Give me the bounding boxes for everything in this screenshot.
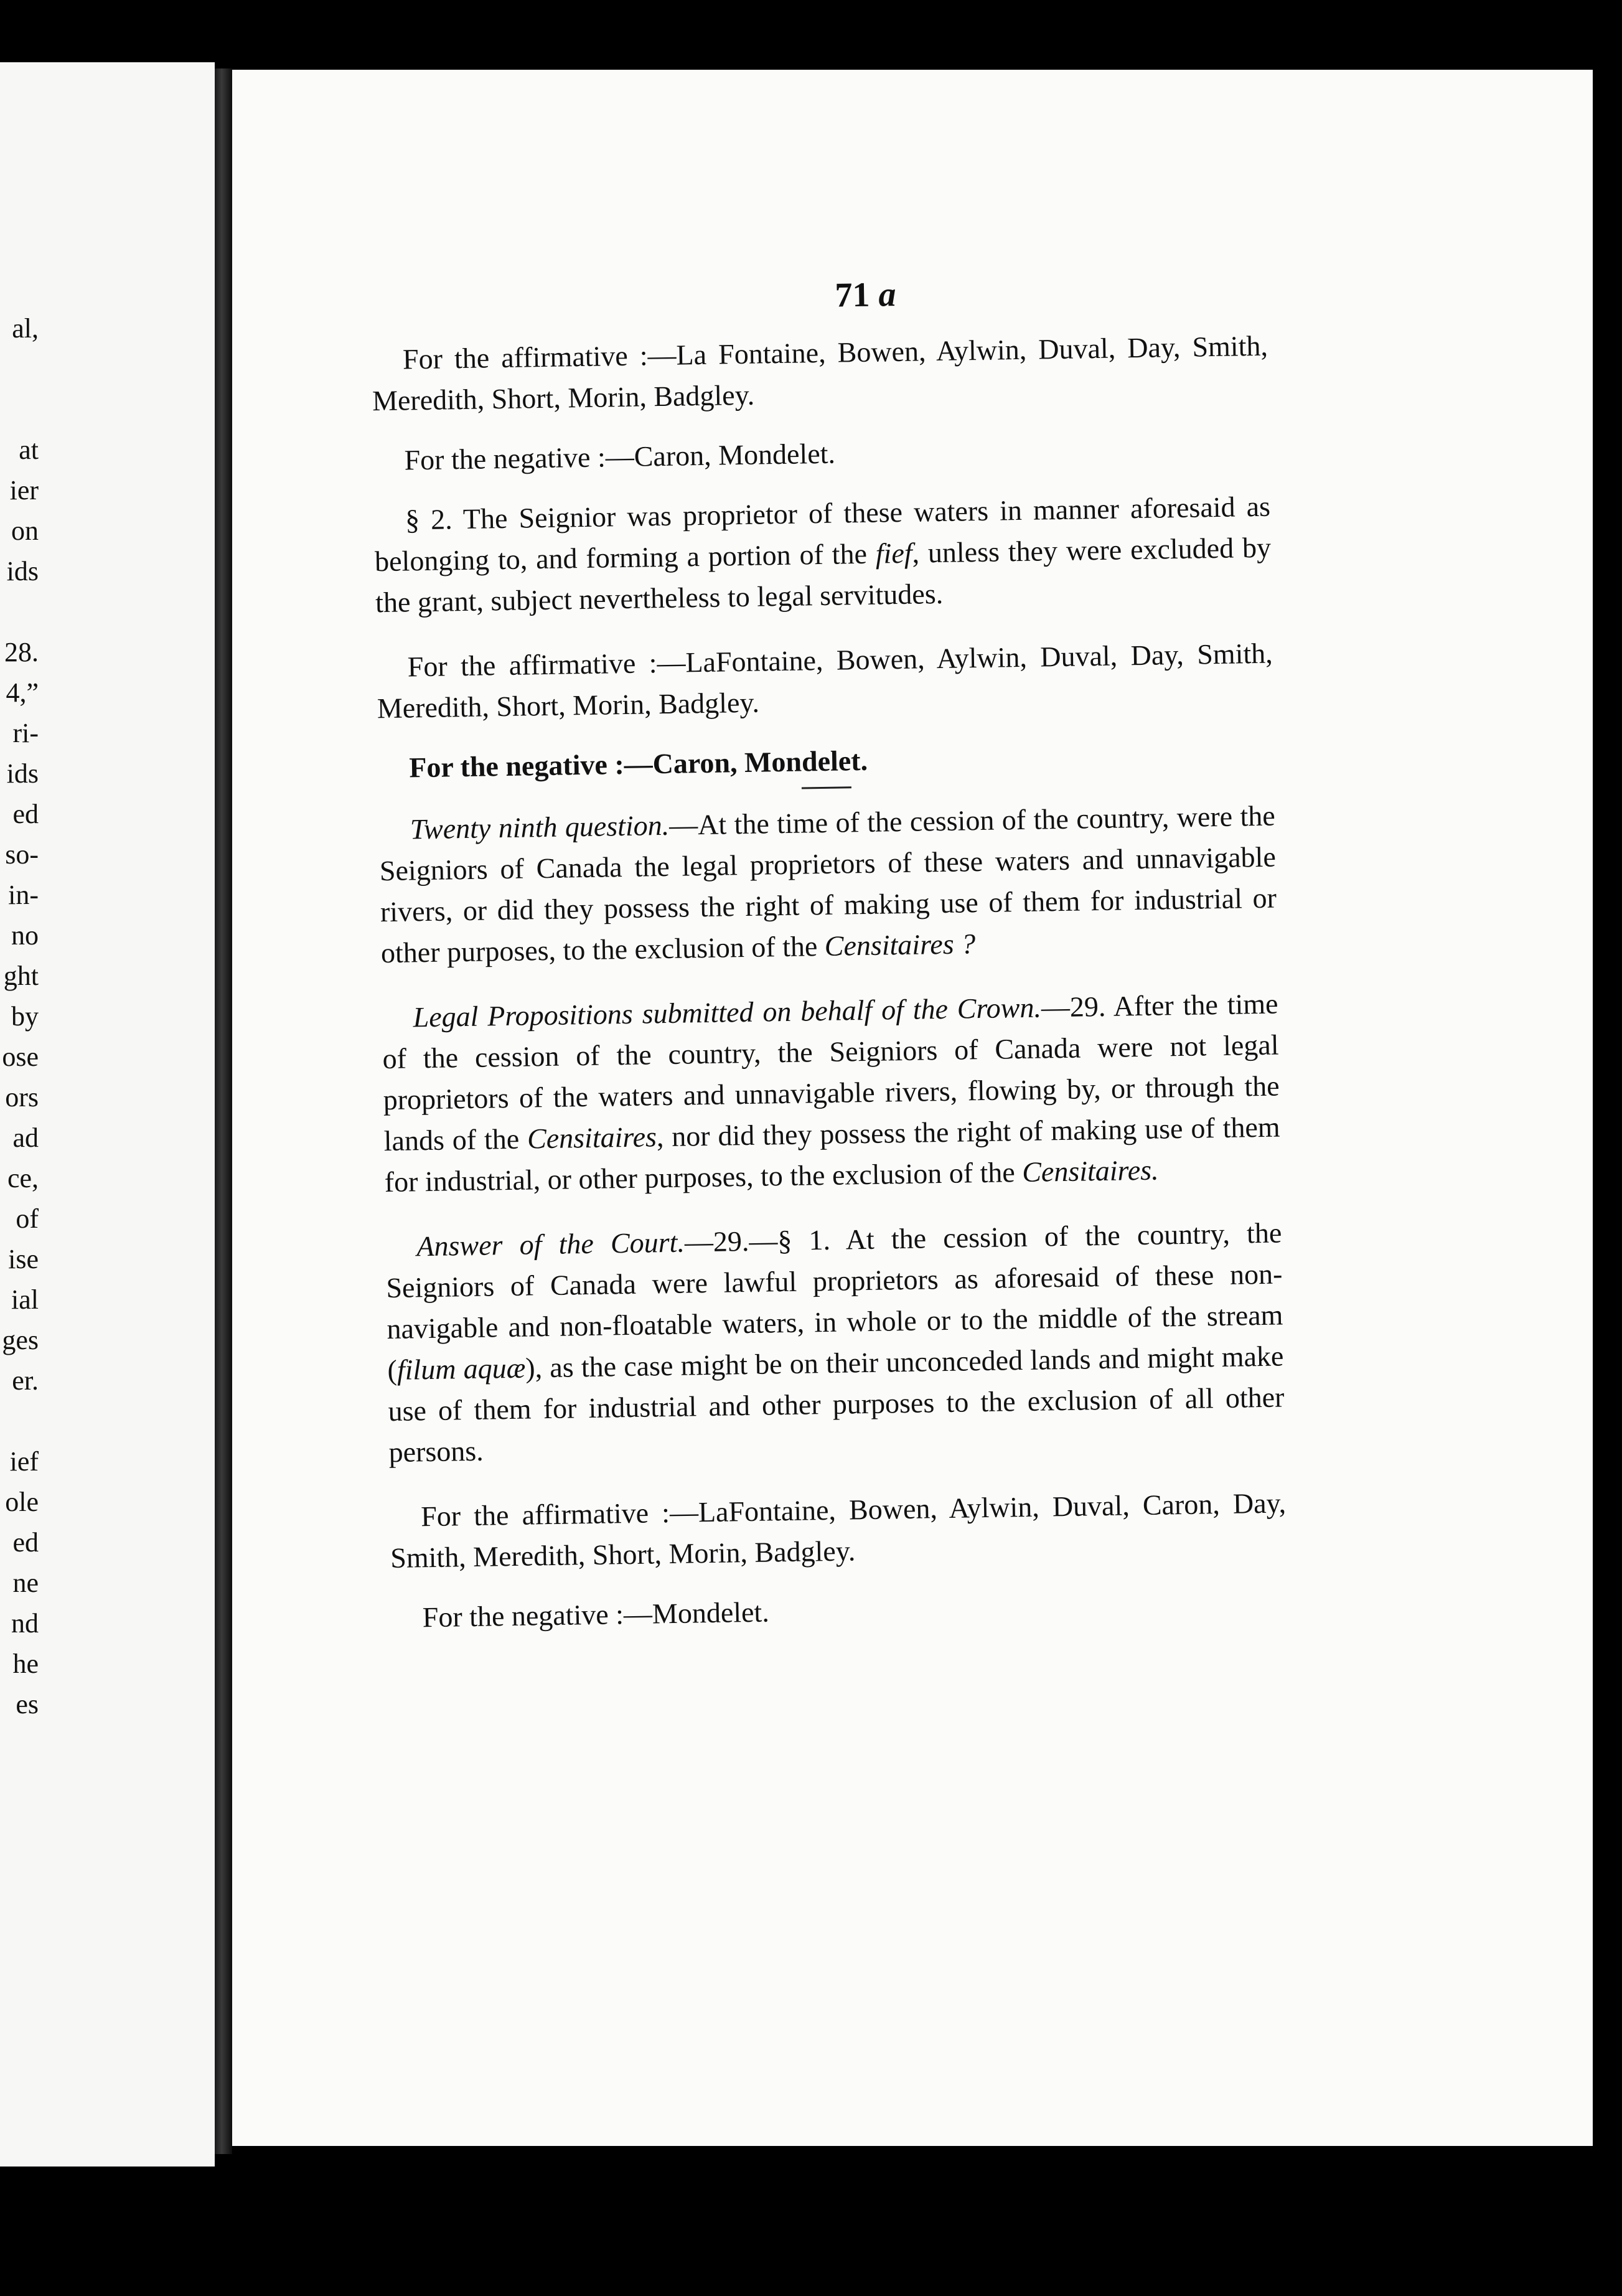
- left-page-fragment: ce,: [7, 1163, 39, 1193]
- affirmative-label: For the affirmative :—: [407, 646, 686, 683]
- page: [232, 70, 1593, 2146]
- left-page-fragment: ose: [2, 1042, 39, 1072]
- left-page-text-fragments: [0, 308, 39, 1724]
- crown-proposition-label: Legal Propositions submitted on behalf of the Crown.: [413, 991, 1042, 1033]
- left-page-fragment: ids: [6, 556, 39, 586]
- fief-term: fief: [875, 537, 912, 570]
- negative-names: Mondelet.: [652, 1596, 770, 1630]
- page-number-value: 71: [835, 275, 870, 315]
- left-page-fragment: 28.: [4, 637, 39, 667]
- section-2-paragraph: § 2. The Seignior was proprietor of these waters in manner aforesaid as belonging to, and forming a portion of the fief, unless they were excluded by the grant, subject nevertheless to legal servitudes.: [374, 490, 1272, 619]
- left-page-fragment: er.: [12, 1365, 39, 1396]
- left-page-fragment: ors: [5, 1082, 39, 1113]
- left-page-fragment: ier: [9, 475, 39, 506]
- left-page-fragment: al,: [12, 313, 39, 344]
- left-page-fragment: ial: [11, 1284, 39, 1315]
- censitaires-term: Censitaires ?: [824, 928, 976, 962]
- court-answer-label: Answer of the Court.: [416, 1226, 685, 1263]
- left-page-fragment: at: [19, 435, 39, 465]
- negative-label: For the negative :—: [408, 748, 654, 784]
- affirmative-label: For the affirmative :—: [402, 339, 677, 375]
- affirmative-names: La Fontaine, Bowen, Aylwin, Duval, Day, Smith, Meredith, Short, Morin, Badgley.: [372, 329, 1268, 417]
- left-page-fragment: ri-: [12, 718, 39, 748]
- left-page-fragment: of: [16, 1203, 39, 1234]
- question-29-paragraph: Twenty ninth question.—At the time of the cession of the country, were the Seigniors of Canada the legal proprietors of these waters and unnavigable rivers, or did they possess the right of making use of them for industrial or other purposes, to the exclusion of the Censitaires ?: [379, 799, 1277, 969]
- page-number: [370, 268, 1267, 324]
- affirmative-names: LaFontaine, Bowen, Aylwin, Duval, Caron, Day, Smith, Meredith, Short, Morin, Badgley.: [390, 1487, 1287, 1574]
- left-page-fragment: ad: [12, 1122, 39, 1153]
- left-page-fragment: [0, 591, 39, 632]
- left-page-fragment: ief: [9, 1446, 39, 1477]
- page-number-suffix: a: [878, 275, 896, 314]
- book-gutter: [215, 68, 232, 2154]
- left-page-fragment: ids: [6, 758, 39, 789]
- left-page-fragment: [0, 349, 39, 389]
- left-page-fragment: so-: [5, 839, 39, 870]
- left-page-fragment: ed: [12, 1527, 39, 1558]
- section-divider: [802, 786, 851, 789]
- affirmative-vote-3: [390, 1482, 1287, 1579]
- negative-label: For the negative :—: [422, 1597, 653, 1634]
- left-page-fragment: ise: [8, 1244, 39, 1274]
- affirmative-label: For the affirmative :—: [420, 1496, 699, 1533]
- left-page-fragment: ole: [5, 1487, 39, 1517]
- left-page-fragment: [0, 389, 39, 430]
- left-page-fragment: ne: [12, 1568, 39, 1598]
- left-page-fragment: [0, 1401, 39, 1441]
- page-content: [370, 268, 1288, 1657]
- censitaires-term: Censitaires: [527, 1121, 657, 1155]
- left-page-fragment: ed: [12, 799, 39, 829]
- left-page-fragment: 4,”: [6, 677, 39, 708]
- affirmative-vote-1: [372, 326, 1269, 422]
- negative-vote-3: [391, 1583, 1288, 1639]
- negative-vote-2: [378, 734, 1275, 789]
- negative-names: Caron, Mondelet.: [634, 437, 836, 473]
- court-answer-paragraph: Answer of the Court.—29.—§ 1. At the cession of the country, the Seigniors of Canada were lawful proprietors as aforesaid of these non-navigable and non-floatable waters, in whole or to the middle of the stream (filum aquæ), as the case might be on their unconceded lands and might make use of them for industrial and other purposes to the exclusion of all other persons.: [386, 1216, 1285, 1469]
- negative-label: For the negative :—: [404, 440, 635, 476]
- affirmative-vote-2: [376, 633, 1273, 730]
- latin-term: filum aquæ: [396, 1352, 526, 1386]
- crown-proposition-paragraph: Legal Propositions submitted on behalf of the Crown.—29. After the time of the cession of the country, the Seigniors of Canada were not legal proprietors of the waters and unnavigable rivers, flowing by, or through the lands of the Censitaires, nor did they possess the right of making use of them for industrial, or other purposes, to the exclusion of the Censitaires.: [382, 987, 1280, 1198]
- affirmative-names: LaFontaine, Bowen, Aylwin, Duval, Day, Smith, Meredith, Short, Morin, Badgley.: [377, 637, 1273, 725]
- question-29-label: Twenty ninth question.: [410, 809, 670, 845]
- left-page-fragment: no: [11, 920, 39, 951]
- censitaires-term: Censitaires.: [1021, 1154, 1159, 1188]
- left-page-fragment: by: [11, 1001, 39, 1032]
- left-page-fragment: ght: [3, 961, 39, 991]
- left-page-fragment: ges: [2, 1325, 39, 1355]
- left-page-fragment: on: [11, 515, 39, 546]
- negative-vote-1: [373, 426, 1270, 482]
- left-page-fragment: in-: [8, 880, 39, 910]
- negative-names: Caron, Mondelet.: [652, 744, 868, 780]
- left-page-fragment: es: [16, 1689, 39, 1720]
- left-page-fragment: nd: [11, 1608, 39, 1639]
- left-page-fragment: he: [12, 1649, 39, 1679]
